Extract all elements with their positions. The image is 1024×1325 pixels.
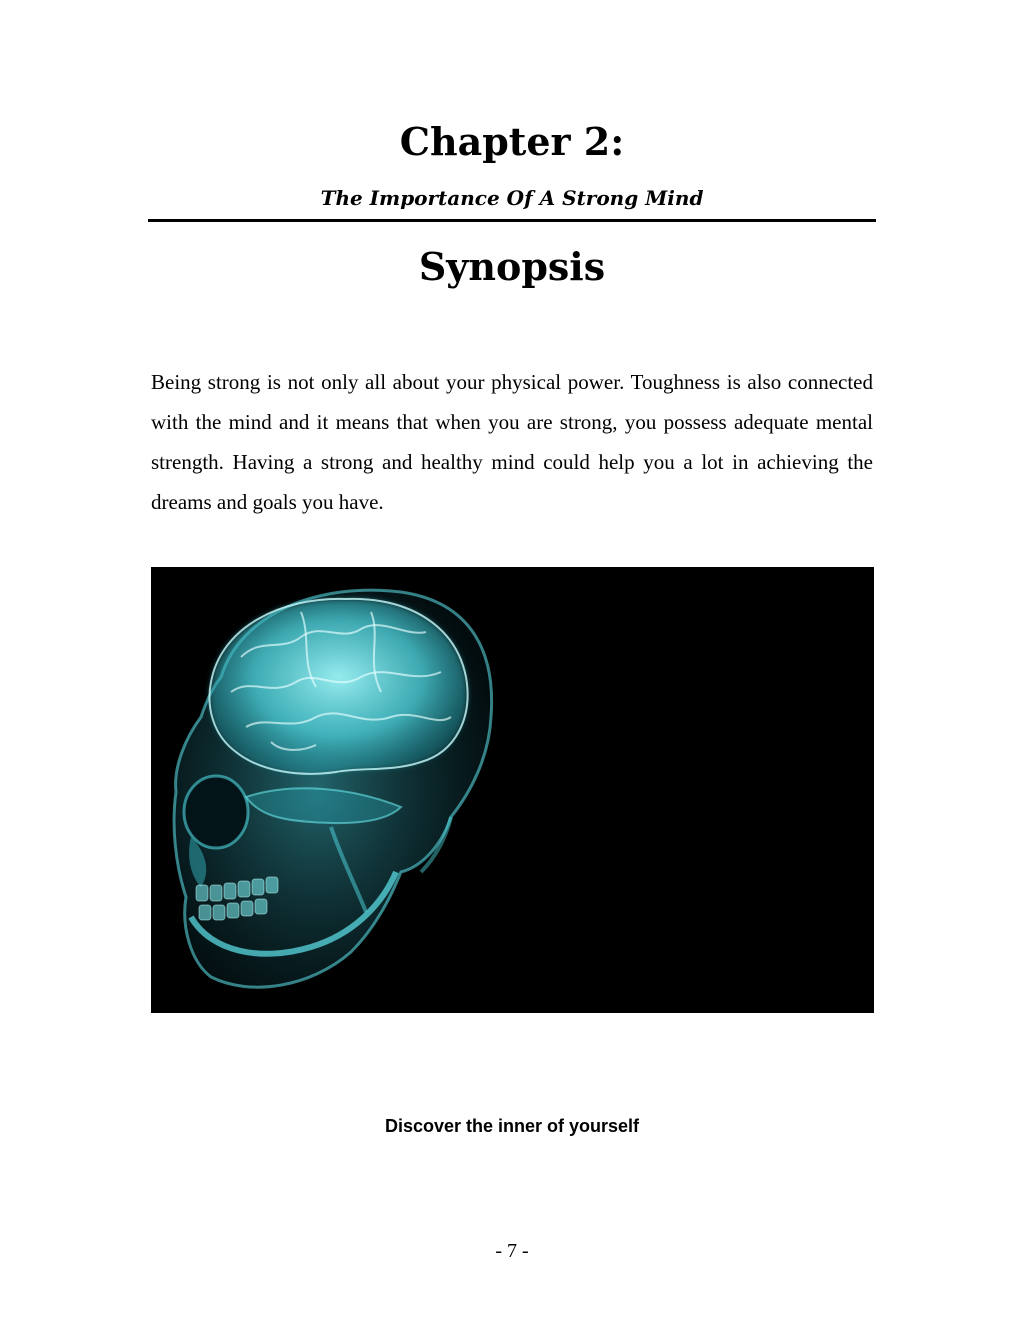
xray-skull-image [151,567,874,1013]
chapter-title: Chapter 2: [399,119,625,164]
eye-socket [184,776,248,848]
figure-caption: Discover the inner of yourself [384,1116,640,1136]
page-number: - 7 - [495,1240,529,1262]
xray-skull-illustration [151,567,874,1013]
body-paragraph: Being strong is not only all about your physical power. Toughness is also connected with the mind and it means that when you are strong, you possess adequate mental strength. Having a strong and healthy mind could help you a lot in achieving the dreams and goals you have. [151,370,873,514]
section-heading: Synopsis [418,244,606,289]
chapter-subtitle: The Importance Of A Strong Mind [320,186,704,210]
title-divider [148,219,876,222]
